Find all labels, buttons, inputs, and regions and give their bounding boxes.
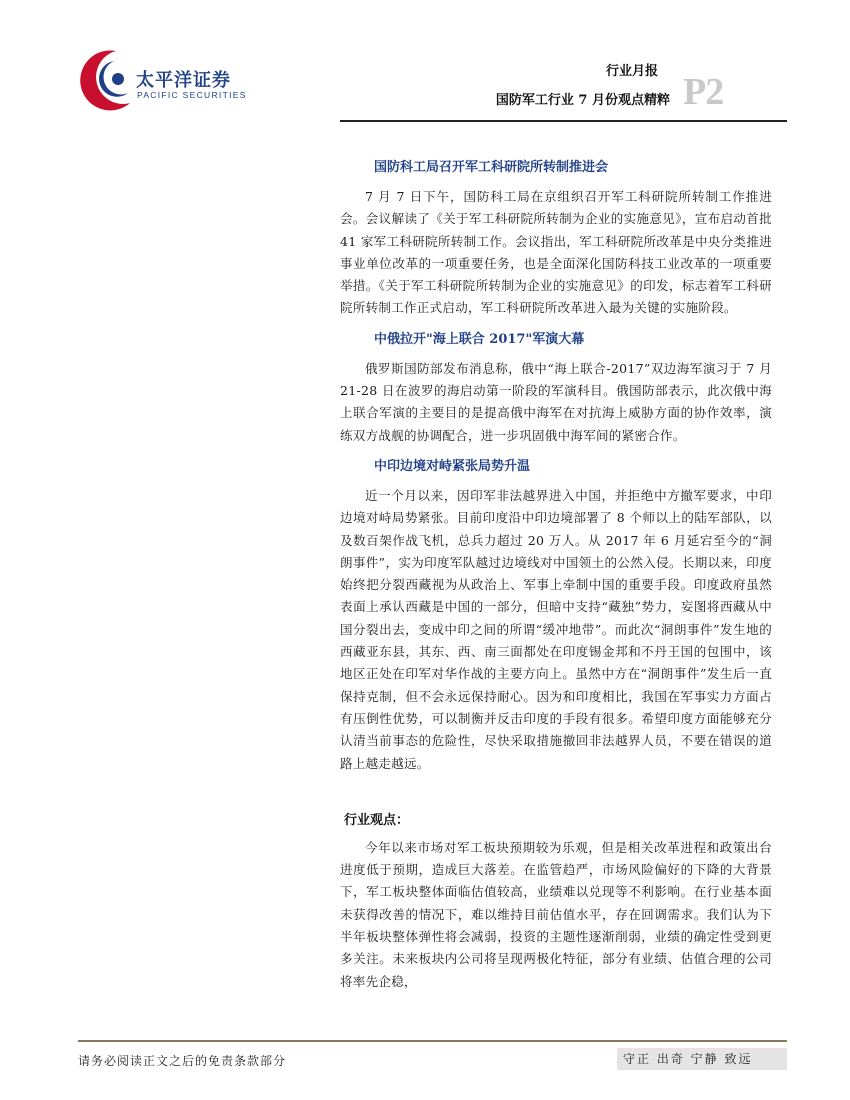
report-body xyxy=(340,158,772,993)
section-title: 国防科工局召开军工科研院所转制推进会 xyxy=(374,160,609,175)
company-name-en: PACIFIC SECURITIES xyxy=(137,90,247,100)
section-paragraph: 近一个月以来，因印军非法越界进入中国，并拒绝中方撤军要求，中印边境对峙局势紧张。目前印度沿中印边境部署了 8 个师以上的陆军部队，以及数百架作战飞机，总兵力超过 20 万人。从 2017 年 6 月延宕至今的“洞朗事件”，实为印度军队越过边境线对中国领土的公然入侵。长期以来，印度始终把分裂西藏视为从政治上、军事上牵制中国的重要手段。印度政府虽然表面上承认西藏是中国的一部分，但暗中支持“藏独”势力，妄图将西藏从中国分裂出去，变成中印之间的所谓“缓冲地带”。而此次“洞朗事件”发生地的西藏亚东县，其东、西、南三面都处在印度锡金邦和不丹王国的包围中，该地区正处在印军对华作战的主要方向上。虽然中方在“洞朗事件”发生后一直保持克制，但不会永远保持耐心。因为和印度相比，我国在军事实力方面占有压倒性优势，可以制衡并反击印度的手段有很多。希望印度方面能够充分认清当前事态的危险性，尽快采取措施撤回非法越界人员，不要在错误的道路上越走越远。 xyxy=(340,487,773,771)
industry-view-section xyxy=(340,811,772,993)
section-paragraph: 俄罗斯国防部发布消息称，俄中“海上联合-2017”双边海军演习于 7 月 21-28 日在波罗的海启动第一阶段的军演科目。俄国防部表示，此次俄中海上联合军演的主要目的是提高俄中海军在对抗海上威胁方面的协作效率，演练双方战舰的协调配合，进一步巩固俄中海军间的紧密合作。 xyxy=(340,360,772,443)
news-section xyxy=(340,330,772,447)
industry-view-paragraph: 今年以来市场对军工板块预期较为乐观，但是相关改革进程和政策出台进度低于预期，造成巨大落差。在监管趋严，市场风险偏好的下降的大背景下，军工板块整体面临估值较高，业绩难以兑现等不利影响。在行业基本面未获得改善的情况下，难以维持目前估值水平，存在回调需求。我们认为下半年板块整体弹性将会减弱，投资的主题性逐渐削弱，业绩的确定性受到更多关注。未来板块内公司将呈现两极化特征，部分有业绩、估值合理的公司将率先企稳， xyxy=(340,839,772,989)
company-name: 太平洋证券 xyxy=(136,70,231,91)
report-title: 国防军工行业 7 月份观点精粹 xyxy=(495,93,670,108)
section-title: 中印边境对峙紧张局势升温 xyxy=(374,458,531,474)
header-divider xyxy=(340,120,787,122)
news-section xyxy=(340,457,772,775)
section-title: 中俄拉开"海上联合 2017"军演大幕 xyxy=(374,331,585,347)
footer-divider xyxy=(78,1040,787,1042)
section-paragraph: 7 月 7 日下午，国防科工局在京组织召开军工科研院所转制工作推进会。会议解读了《关于军工科研院所转制为企业的实施意见》，宣布启动首批 41 家军工科研院所转制工作。会议指出，军工科研院所改革是中央分类推进事业单位改革的一项重要任务，也是全面深化国防科技工业改革的一项重要举措。《关于军工科研院所转制为企业的实施意见》的印发，标志着军工科研院所转制工作正式启动，军工科研院所改革进入最为关键的实施阶段。 xyxy=(340,189,772,316)
news-section xyxy=(340,158,772,320)
footer-motto: 守正 出奇 宁静 致远 xyxy=(617,1048,787,1070)
logo-mark-icon xyxy=(80,50,130,110)
report-type: 行业月报 xyxy=(606,64,659,79)
footer-disclaimer: 请务必阅读正文之后的免责条款部分 xyxy=(78,1054,287,1068)
page-label: P2 xyxy=(683,71,724,113)
industry-view-title: 行业观点： xyxy=(344,812,410,828)
